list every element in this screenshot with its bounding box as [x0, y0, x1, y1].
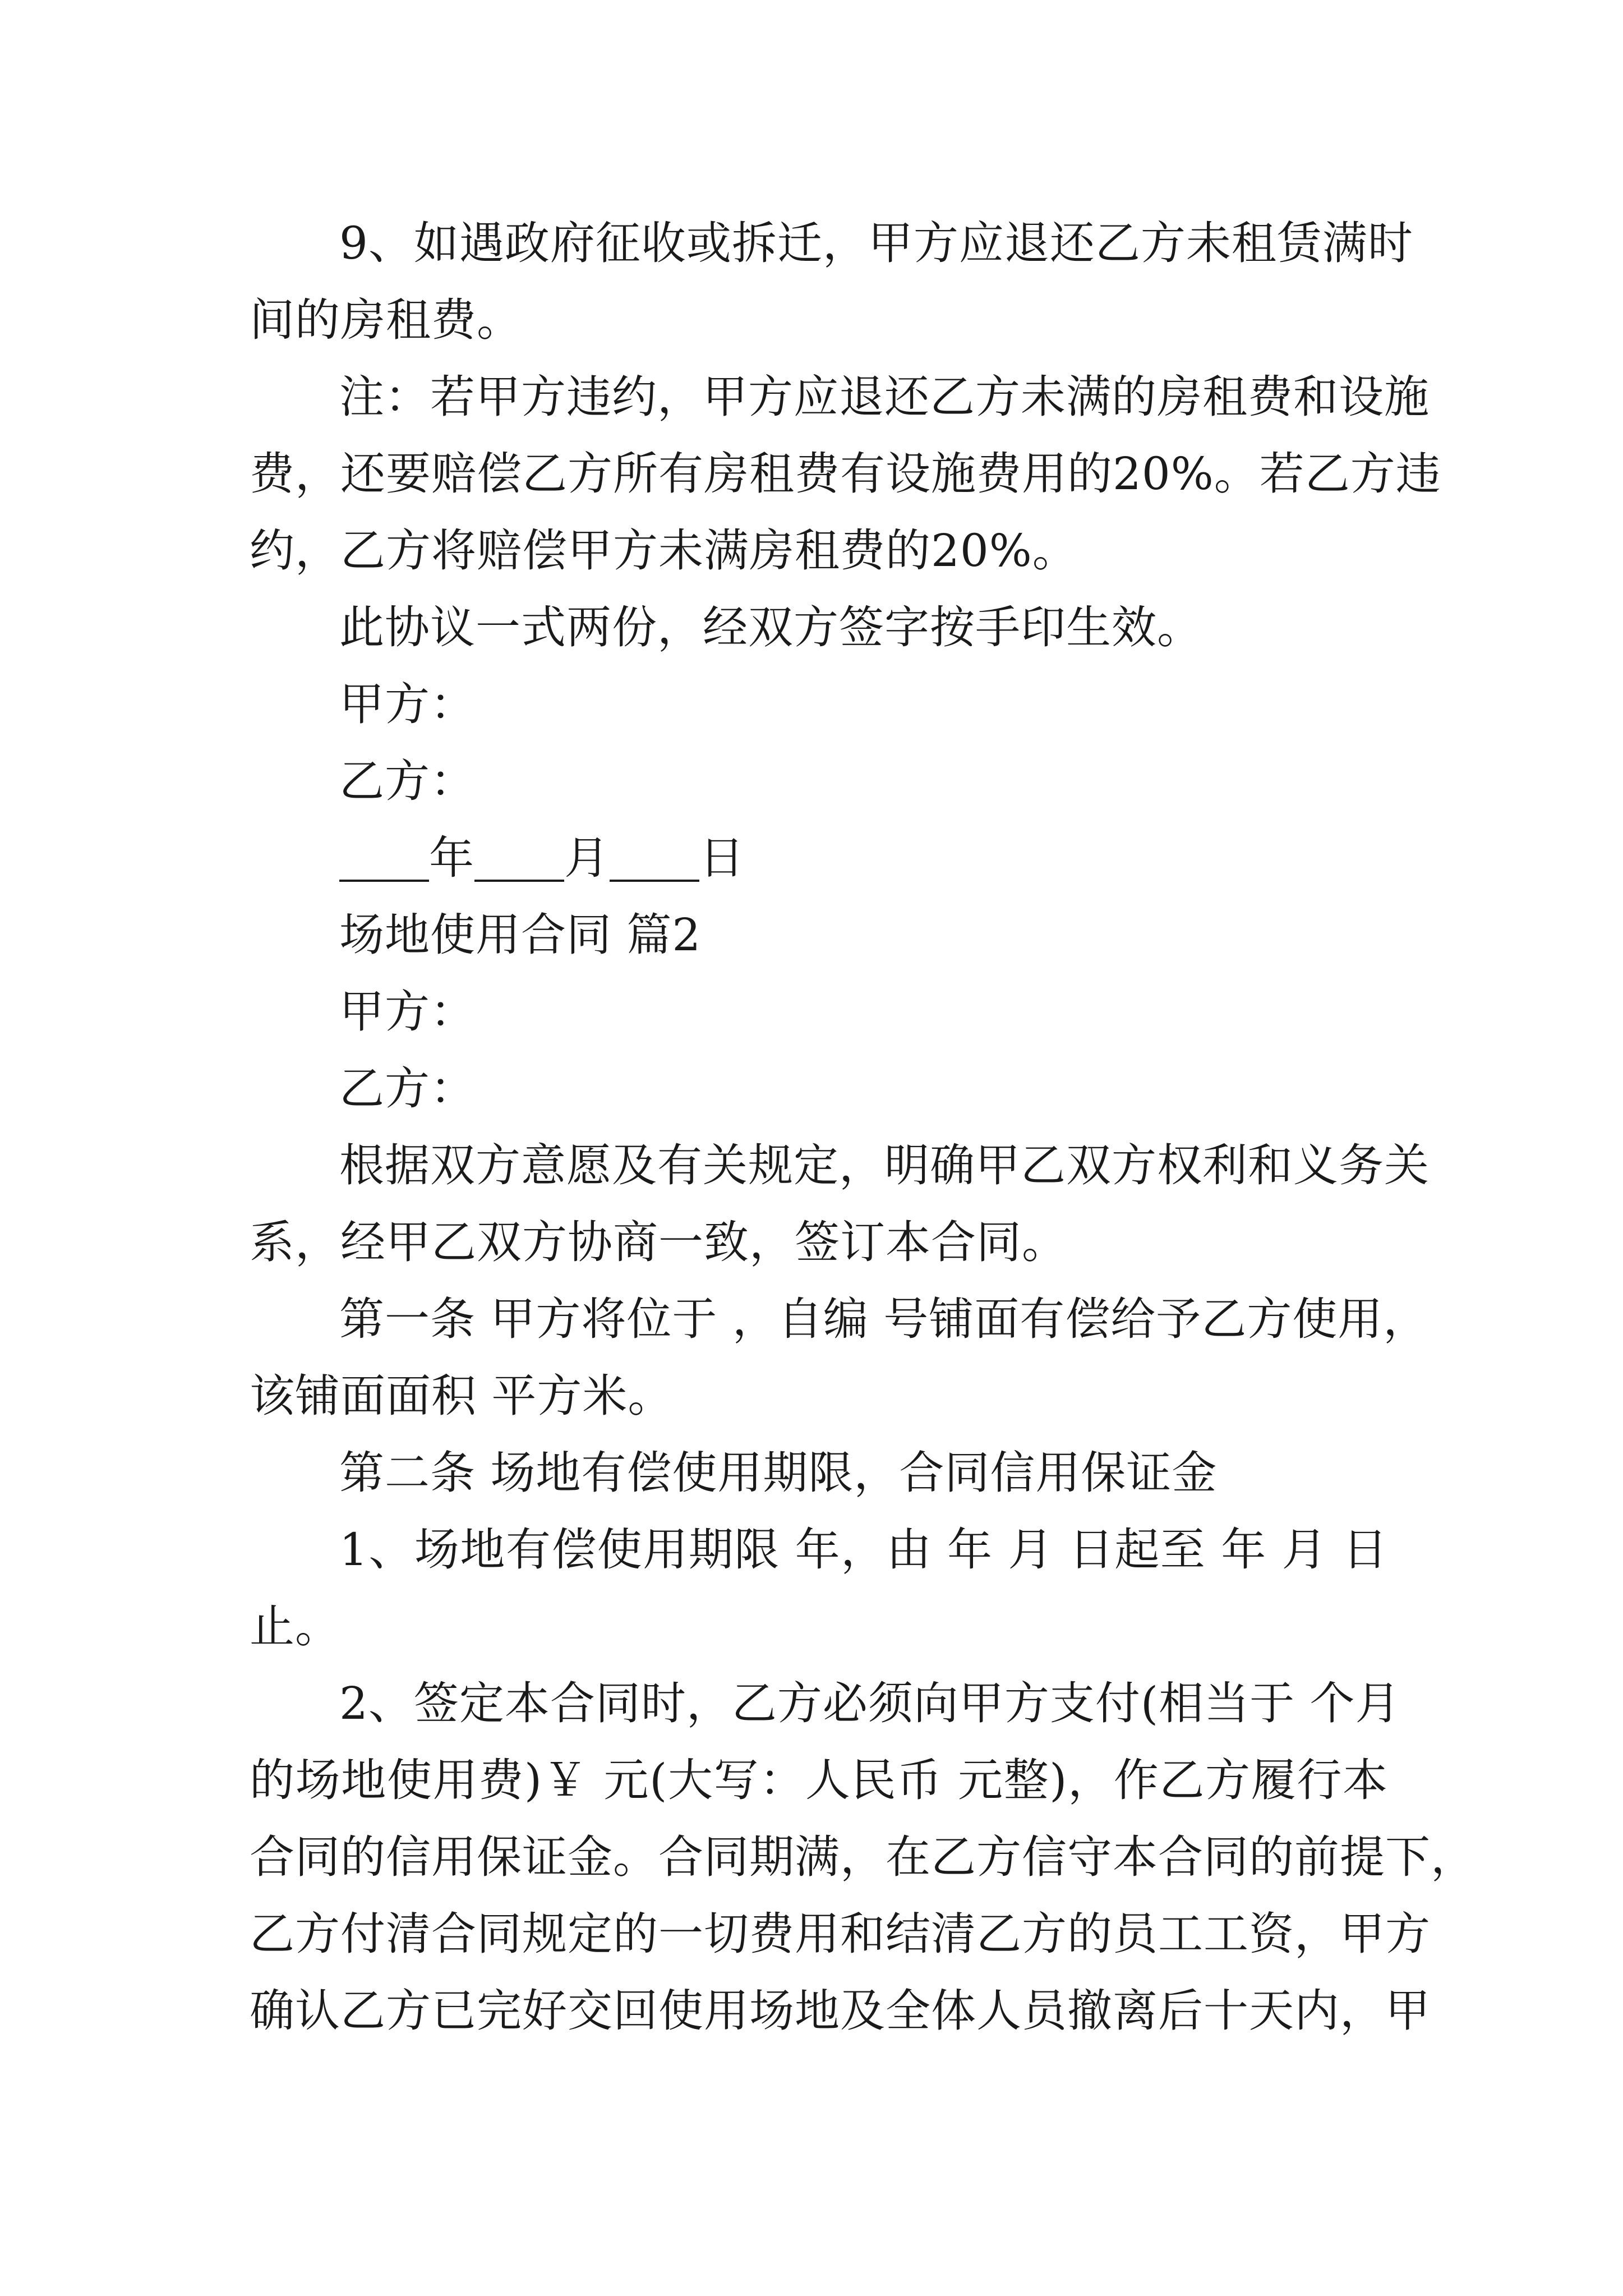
- text-line: 系，经甲乙双方协商一致，签订本合同。: [250, 1216, 1067, 1268]
- month-label: 月: [564, 832, 610, 884]
- day-label: 日: [699, 832, 745, 884]
- text-line: 甲方：: [339, 678, 476, 730]
- day-blank[interactable]: [610, 841, 699, 882]
- text-line: 场地使用合同 篇2: [339, 909, 702, 961]
- text-line: 甲方：: [339, 986, 476, 1038]
- text-line: 1、场地有偿使用期限 年，由 年 月 日起至 年 月 日: [339, 1524, 1388, 1576]
- date-line: [250, 820, 1388, 896]
- text-line: 第一条 甲方将位于 ，自编 号铺面有偿给予乙方使用，: [339, 1293, 1429, 1345]
- text-line: 2、签定本合同时，乙方必须向甲方支付(相当于 个月: [339, 1677, 1401, 1729]
- month-blank[interactable]: [474, 841, 564, 882]
- text-line: 确认乙方已完好交回使用场地及全体人员撤离后十天内，甲: [250, 1985, 1431, 2037]
- text-line: 9、如遇政府征收或拆迁，甲方应退还乙方未租赁满时: [339, 217, 1413, 269]
- text-line: 乙方：: [339, 755, 476, 807]
- text-line: 的场地使用费)￥ 元(大写：人民币 元整)，作乙方履行本: [250, 1754, 1388, 1806]
- year-label: 年: [429, 832, 474, 884]
- text-line: 止。: [250, 1600, 340, 1653]
- text-line: 该铺面面积 平方米。: [250, 1370, 674, 1422]
- year-blank[interactable]: [339, 841, 429, 882]
- text-line: 约，乙方将赔偿甲方未满房租费的20%。: [250, 524, 1078, 577]
- text-line: 间的房租费。: [250, 294, 522, 346]
- text-line: 第二条 场地有偿使用期限，合同信用保证金: [339, 1447, 1218, 1499]
- text-line: 注：若甲方违约，甲方应退还乙方未满的房租费和设施: [339, 371, 1430, 423]
- text-line: 合同的信用保证金。合同期满，在乙方信守本合同的前提下，: [250, 1831, 1476, 1883]
- document-body: [250, 205, 1476, 2049]
- text-line: 乙方：: [339, 1062, 476, 1115]
- text-line: 乙方付清合同规定的一切费用和结清乙方的员工工资，甲方: [250, 1908, 1431, 1960]
- text-line: 此协议一式两份，经双方签字按手印生效。: [339, 601, 1202, 654]
- text-line: 费，还要赔偿乙方所有房租费有设施费用的20%。若乙方违: [250, 448, 1441, 500]
- clause-lines: [250, 205, 1441, 820]
- contract-lines: [250, 896, 1476, 2049]
- text-line: 根据双方意愿及有关规定，明确甲乙双方权利和义务关: [339, 1139, 1430, 1191]
